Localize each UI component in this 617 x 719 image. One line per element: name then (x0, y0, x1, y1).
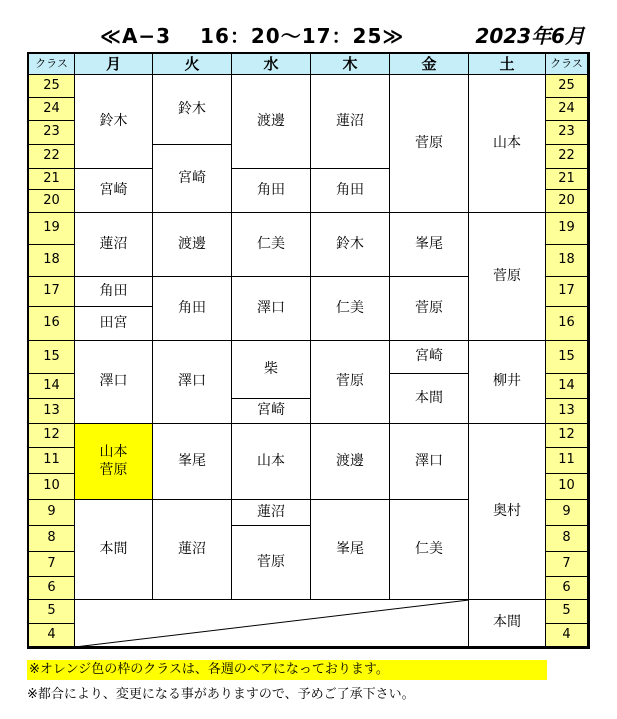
header-thu: 木 (311, 54, 390, 75)
class-number-right: 6 (546, 577, 588, 600)
slot-thu-2: 角田 (311, 169, 390, 213)
slot-wed-5: 柴 (232, 341, 311, 399)
slot-wed-4: 澤口 (232, 277, 311, 341)
slot-wed-3: 仁美 (232, 213, 311, 277)
header-fri: 金 (390, 54, 469, 75)
slot-wed-9: 菅原 (232, 526, 311, 600)
class-number-right: 19 (546, 213, 588, 245)
slot-tue-2: 宮崎 (153, 145, 232, 213)
class-number-right: 16 (546, 307, 588, 341)
slot-sat-4: 奥村 (469, 424, 546, 600)
slot-thu-4: 仁美 (311, 277, 390, 341)
slot-mon-3: 蓮沼 (75, 213, 153, 277)
slot-mon-6: 澤口 (75, 341, 153, 424)
diagonal-line (75, 600, 469, 647)
empty-slot-area (75, 600, 469, 647)
class-number-left: 9 (29, 500, 75, 526)
header-sat: 土 (469, 54, 546, 75)
slot-tue-4: 角田 (153, 277, 232, 341)
class-number-right: 10 (546, 474, 588, 500)
class-number-left: 20 (29, 190, 75, 213)
class-number-right: 9 (546, 500, 588, 526)
class-number-left: 6 (29, 577, 75, 600)
slot-thu-5: 菅原 (311, 341, 390, 424)
class-number-left: 11 (29, 448, 75, 474)
slot-fri-6: 澤口 (390, 424, 469, 500)
slot-mon-4: 角田 (75, 277, 153, 307)
note-schedule-change: ※都合により、変更になる事がありますので、予めご了承下さい。 (27, 687, 415, 702)
header-class-right: クラス (546, 54, 588, 75)
slot-fri-5: 本間 (390, 374, 469, 424)
class-number-left: 17 (29, 277, 75, 307)
class-number-right: 12 (546, 424, 588, 448)
slot-tue-1: 鈴木 (153, 75, 232, 145)
class-number-right: 23 (546, 121, 588, 145)
slot-wed-8: 蓮沼 (232, 500, 311, 526)
class-number-right: 11 (546, 448, 588, 474)
slot-fri-7: 仁美 (390, 500, 469, 600)
slot-sat-2: 菅原 (469, 213, 546, 341)
slot-thu-7: 峯尾 (311, 500, 390, 600)
slot-mon-2: 宮崎 (75, 169, 153, 213)
slot-wed-6: 宮崎 (232, 399, 311, 424)
class-number-left: 25 (29, 75, 75, 98)
header-wed: 水 (232, 54, 311, 75)
class-number-left: 16 (29, 307, 75, 341)
slot-sat-5: 本間 (469, 600, 546, 647)
class-number-left: 23 (29, 121, 75, 145)
slot-tue-3: 渡邊 (153, 213, 232, 277)
slot-tue-6: 峯尾 (153, 424, 232, 500)
class-number-left: 12 (29, 424, 75, 448)
note-pair-classes: ※オレンジ色の枠のクラスは、各週のペアになっております。 (27, 660, 547, 680)
class-number-right: 4 (546, 624, 588, 647)
class-number-left: 19 (29, 213, 75, 245)
slot-wed-7: 山本 (232, 424, 311, 500)
slot-fri-3: 菅原 (390, 277, 469, 341)
class-number-right: 18 (546, 245, 588, 277)
class-number-right: 14 (546, 374, 588, 399)
slot-tue-7: 蓮沼 (153, 500, 232, 600)
slot-thu-3: 鈴木 (311, 213, 390, 277)
class-number-right: 21 (546, 169, 588, 190)
header-tue: 火 (153, 54, 232, 75)
slot-thu-1: 蓮沼 (311, 75, 390, 169)
class-number-left: 21 (29, 169, 75, 190)
slot-mon-7-highlight: 山本 菅原 (75, 424, 153, 500)
class-number-right: 17 (546, 277, 588, 307)
class-number-left: 18 (29, 245, 75, 277)
slot-fri-4: 宮崎 (390, 341, 469, 374)
header-class-left: クラス (29, 54, 75, 75)
class-number-right: 13 (546, 399, 588, 424)
class-number-right: 7 (546, 552, 588, 577)
slot-mon-8: 本間 (75, 500, 153, 600)
slot-mon-5: 田宮 (75, 307, 153, 341)
slot-mon-1: 鈴木 (75, 75, 153, 169)
slot-thu-6: 渡邊 (311, 424, 390, 500)
class-number-left: 5 (29, 600, 75, 624)
header-mon: 月 (75, 54, 153, 75)
slot-sat-3: 柳井 (469, 341, 546, 424)
class-number-left: 8 (29, 526, 75, 552)
class-number-left: 15 (29, 341, 75, 374)
class-number-right: 8 (546, 526, 588, 552)
schedule-title: ≪A−3 16：20〜17：25≫ (100, 24, 405, 48)
schedule-grid (27, 52, 590, 649)
class-number-left: 13 (29, 399, 75, 424)
class-number-left: 7 (29, 552, 75, 577)
slot-sat-1: 山本 (469, 75, 546, 213)
class-number-right: 5 (546, 600, 588, 624)
schedule-month: 2023年6月 (475, 24, 585, 48)
class-number-left: 4 (29, 624, 75, 647)
class-number-left: 24 (29, 98, 75, 121)
class-number-left: 10 (29, 474, 75, 500)
slot-fri-2: 峯尾 (390, 213, 469, 277)
slot-fri-1: 菅原 (390, 75, 469, 213)
class-number-left: 22 (29, 145, 75, 169)
slot-wed-2: 角田 (232, 169, 311, 213)
slot-tue-5: 澤口 (153, 341, 232, 424)
class-number-right: 15 (546, 341, 588, 374)
class-number-right: 22 (546, 145, 588, 169)
class-number-right: 24 (546, 98, 588, 121)
slot-wed-1: 渡邊 (232, 75, 311, 169)
class-number-left: 14 (29, 374, 75, 399)
class-number-right: 20 (546, 190, 588, 213)
class-number-right: 25 (546, 75, 588, 98)
